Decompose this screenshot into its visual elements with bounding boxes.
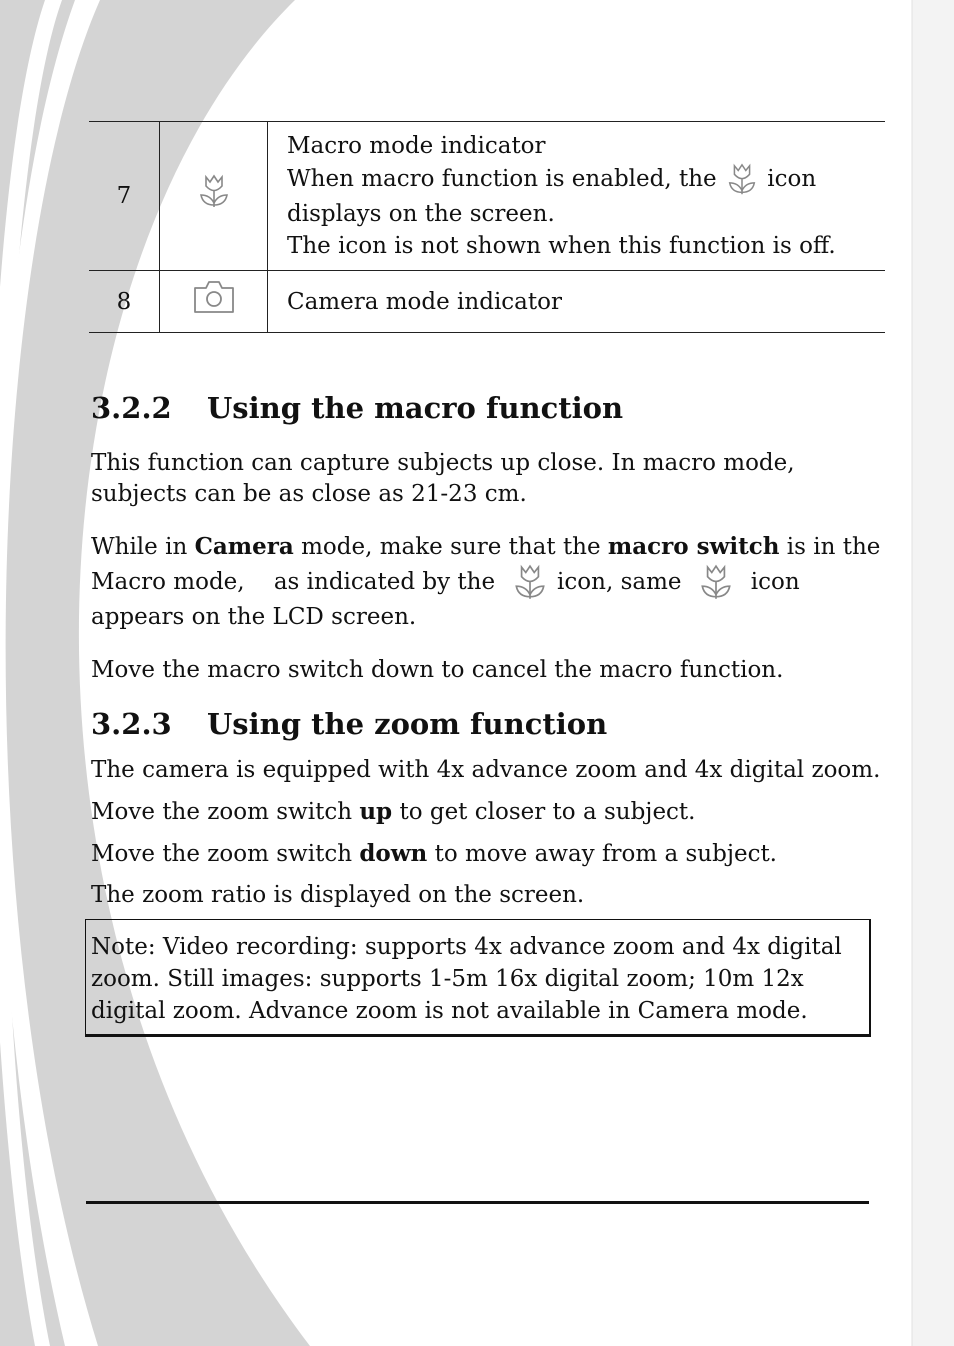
row-line: displays on the screen. (287, 201, 555, 227)
section-number: 3.2.3 (91, 707, 172, 741)
table-row (89, 271, 885, 333)
row-description (268, 122, 886, 271)
row-line: The icon is not shown when this function is off. (287, 233, 836, 259)
macro-paragraph-2 (91, 531, 881, 633)
macro-flower-icon (696, 563, 736, 603)
row-icon-cell (160, 122, 268, 271)
zoom-paragraph-1: The camera is equipped with 4x advance zoom and 4x digital zoom. (91, 757, 881, 783)
text: icon, same (557, 569, 682, 595)
section-title: Using the macro function (207, 391, 624, 425)
macro-paragraph-1: This function can capture subjects up close. In macro mode, subjects can be as close as 21-23 cm. (91, 450, 795, 507)
table-row (89, 122, 885, 271)
row-text: When macro function is enabled, the (287, 166, 717, 192)
footer-rule (86, 1201, 869, 1204)
row-icon-cell (160, 271, 268, 333)
text-line (91, 531, 881, 563)
bold-text: Camera (194, 533, 294, 560)
text: icon (750, 569, 800, 595)
text: While in (91, 534, 195, 560)
row-line (287, 162, 875, 198)
section-heading-macro (91, 391, 623, 425)
text: to get closer to a subject. (392, 799, 696, 825)
bold-text: up (359, 798, 393, 825)
zoom-paragraph-3 (91, 838, 881, 870)
text: mode, make sure that the (293, 534, 608, 560)
section-number: 3.2.2 (91, 391, 172, 425)
note-box: Note: Video recording: supports 4x advance zoom and 4x digital zoom. Still images: supports 1-5m 16x digital zoom; 10m 12x digital zoom. Advance zoom is not available in Camera mode. (85, 919, 871, 1037)
text: Macro mode, as indicated by the (91, 569, 496, 595)
bold-text: macro switch (607, 533, 780, 560)
macro-flower-icon (724, 162, 760, 198)
row-number: 7 (89, 122, 160, 271)
row-description: Camera mode indicator (268, 271, 886, 333)
macro-flower-icon (510, 563, 550, 603)
text: is in the (779, 534, 881, 560)
row-title: Macro mode indicator (287, 133, 546, 159)
section-heading-zoom (91, 707, 607, 741)
camera-icon (192, 279, 236, 315)
row-number: 8 (89, 271, 160, 333)
macro-flower-icon (197, 173, 231, 211)
zoom-paragraph-4: The zoom ratio is displayed on the screen. (91, 882, 585, 908)
text-line (91, 563, 881, 601)
bold-text: down (359, 840, 428, 867)
macro-paragraph-3: Move the macro switch down to cancel the macro function. (91, 657, 784, 683)
section-title: Using the zoom function (207, 707, 608, 741)
row-text: icon (767, 166, 817, 192)
zoom-paragraph-2 (91, 796, 881, 828)
text: Move the zoom switch (91, 841, 360, 867)
text: Move the zoom switch (91, 799, 360, 825)
text: to move away from a subject. (427, 841, 777, 867)
text-line: appears on the LCD screen. (91, 604, 417, 630)
indicator-table (89, 121, 885, 333)
